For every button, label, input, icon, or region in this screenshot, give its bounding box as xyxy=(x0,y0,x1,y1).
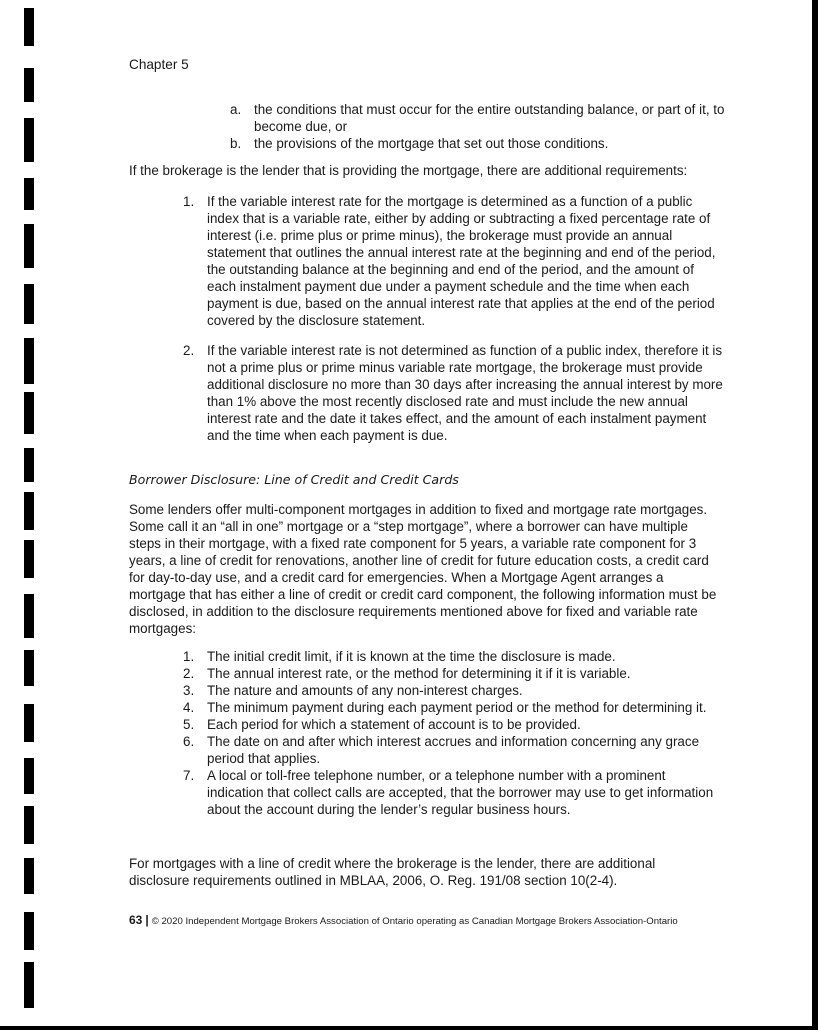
list-marker: 7. xyxy=(183,768,195,783)
list-marker: 6. xyxy=(183,734,195,749)
page-number: 63 xyxy=(129,913,143,927)
list-marker: 1. xyxy=(183,649,195,664)
list-item xyxy=(230,101,730,135)
list-item xyxy=(183,682,723,699)
list-marker: 1. xyxy=(183,194,195,209)
list-item-text: The initial credit limit, if it is known at the time the disclosure is made. xyxy=(207,649,616,664)
list-item xyxy=(230,135,730,152)
list-marker: 4. xyxy=(183,700,195,715)
list-item xyxy=(183,733,723,767)
variable-rate-list xyxy=(183,193,723,444)
paragraph-lender: If the brokerage is the lender that is providing the mortgage, there are additional requirements: xyxy=(129,163,688,178)
list-item xyxy=(183,648,723,665)
paragraph-multi-component: Some lenders offer multi-component mortgages in addition to fixed and mortgage rate mortgages. Some call it an “all in one” mortgage or a “step mortgage”, where a borrower can have multiple steps in their mortgage, with a fixed rate component for 5 years, a variable rate component for 3 years, a line of credit for renovations, another line of credit for future education costs, a credit card for day-to-day use, and a credit card for emergencies. When a Mortgage Agent arranges a mortgage that has either a line of credit or credit card component, the following information must be disclosed, in addition to the disclosure requirements mentioned above for fixed and variable rate mortgages: xyxy=(129,502,717,636)
section-heading: Borrower Disclosure: Line of Credit and Credit Cards xyxy=(129,472,459,487)
page-footer xyxy=(129,913,678,929)
list-item-text: Each period for which a statement of account is to be provided. xyxy=(207,717,581,732)
list-item xyxy=(183,716,723,733)
list-item-text: the provisions of the mortgage that set out those conditions. xyxy=(254,136,609,151)
list-item xyxy=(183,193,723,329)
list-item-text: The nature and amounts of any non-interest charges. xyxy=(207,683,523,698)
list-marker: 5. xyxy=(183,717,195,732)
copyright-text: © 2020 Independent Mortgage Brokers Association of Ontario operating as Canadian Mortgage Brokers Association-Ontario xyxy=(151,916,678,927)
list-item xyxy=(183,342,723,444)
disclosure-list xyxy=(183,648,723,818)
list-marker: a. xyxy=(230,102,242,117)
list-item-text: The minimum payment during each payment period or the method for determining it. xyxy=(207,700,707,715)
list-item-text: The date on and after which interest accrues and information concerning any grace period that applies. xyxy=(207,734,700,766)
list-item xyxy=(183,767,723,818)
list-marker: 2. xyxy=(183,666,195,681)
list-marker: 3. xyxy=(183,683,195,698)
list-item-text: The annual interest rate, or the method for determining it if it is variable. xyxy=(207,666,631,681)
list-item-text: the conditions that must occur for the entire outstanding balance, or part of it, to become due, or xyxy=(254,102,725,134)
chapter-header: Chapter 5 xyxy=(129,57,189,72)
paragraph-final: For mortgages with a line of credit where the brokerage is the lender, there are additional disclosure requirements outlined in MBLAA, 2006, O. Reg. 191/08 section 10(2-4). xyxy=(129,856,656,888)
conditions-list xyxy=(230,101,730,152)
list-marker: b. xyxy=(230,136,242,151)
list-item-text: If the variable interest rate is not determined as function of a public index, therefore it is not a prime plus or prime minus variable rate mortgage, the brokerage must provide additional disclosure no more than 30 days after increasing the annual interest by more than 1% above the most recently disclosed rate and must include the new annual interest rate and the date it takes effect, and the amount of each instalment payment and the time when each payment is due. xyxy=(207,343,723,443)
list-item-text: If the variable interest rate for the mortgage is determined as a function of a public index that is a variable rate, either by adding or subtracting a fixed percentage rate of interest (i.e. prime plus or prime minus), the brokerage must provide an annual statement that outlines the annual interest rate at the beginning and end of the period, the outstanding balance at the beginning and end of the period, and the amount of each instalment payment due under a payment schedule and the time when each payment is due, based on the annual interest rate that applies at the end of the period covered by the disclosure statement. xyxy=(207,194,716,328)
footer-separator: | xyxy=(145,913,149,927)
list-item xyxy=(183,699,723,716)
list-item xyxy=(183,665,723,682)
list-item-text: A local or toll-free telephone number, or a telephone number with a prominent indication that collect calls are accepted, that the borrower may use to get information about the account during the lender’s regular business hours. xyxy=(207,768,714,817)
list-marker: 2. xyxy=(183,343,195,358)
